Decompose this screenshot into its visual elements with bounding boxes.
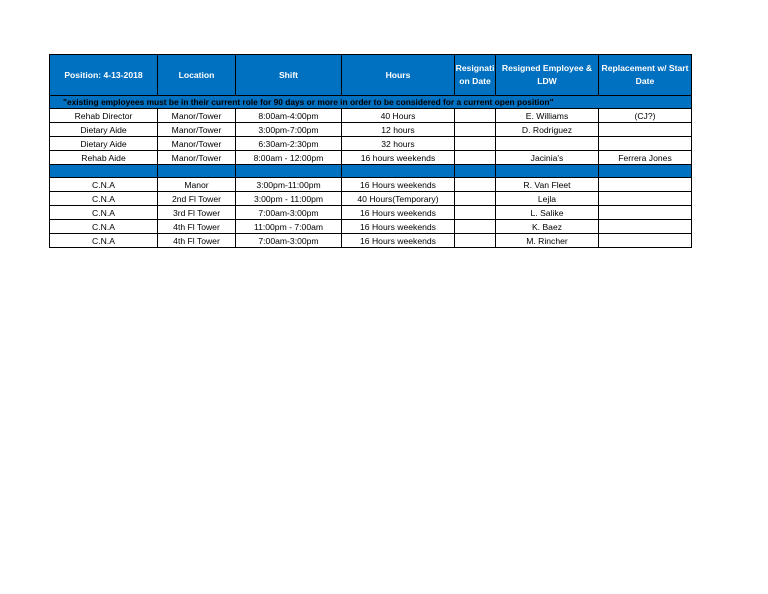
cell-resigned-employee: R. Van Fleet [496, 178, 599, 192]
cell-location: Manor/Tower [158, 137, 236, 151]
section-divider-row [50, 165, 692, 178]
cell-replacement [599, 137, 692, 151]
header-resigned-employee: Resigned Employee & LDW [496, 55, 599, 96]
header-hours: Hours [342, 55, 455, 96]
divider-cell [496, 165, 599, 178]
cell-resignation-date [455, 109, 496, 123]
cell-location: Manor/Tower [158, 123, 236, 137]
cell-resigned-employee [496, 137, 599, 151]
cell-position: C.N.A [50, 178, 158, 192]
header-resignation-date: Resignation Date [455, 55, 496, 96]
cell-resignation-date [455, 123, 496, 137]
cell-location: Manor/Tower [158, 151, 236, 165]
cell-resigned-employee: K. Baez [496, 220, 599, 234]
cell-shift: 7:00am-3:00pm [236, 206, 342, 220]
cell-resignation-date [455, 137, 496, 151]
cell-replacement: Ferrera Jones [599, 151, 692, 165]
cell-location: 2nd Fl Tower [158, 192, 236, 206]
cell-hours: 16 Hours weekends [342, 220, 455, 234]
header-location: Location [158, 55, 236, 96]
cell-resigned-employee: E. Williams [496, 109, 599, 123]
divider-cell [599, 165, 692, 178]
cell-hours: 16 Hours weekends [342, 206, 455, 220]
table-row [50, 123, 692, 137]
cell-location: 4th Fl Tower [158, 220, 236, 234]
cell-resignation-date [455, 192, 496, 206]
cell-resignation-date [455, 206, 496, 220]
cell-resigned-employee: Jacinia's [496, 151, 599, 165]
cell-hours: 40 Hours(Temporary) [342, 192, 455, 206]
table-row [50, 234, 692, 248]
header-shift: Shift [236, 55, 342, 96]
header-position: Position: 4-13-2018 [50, 55, 158, 96]
cell-position: Dietary Aide [50, 123, 158, 137]
cell-hours: 16 Hours weekends [342, 178, 455, 192]
cell-hours: 12 hours [342, 123, 455, 137]
cell-resignation-date [455, 151, 496, 165]
cell-location: Manor [158, 178, 236, 192]
cell-resigned-employee: D. Rodriguez [496, 123, 599, 137]
header-replacement: Replacement w/ Start Date [599, 55, 692, 96]
divider-cell [236, 165, 342, 178]
cell-replacement [599, 123, 692, 137]
cell-replacement [599, 234, 692, 248]
table-row [50, 151, 692, 165]
divider-cell [342, 165, 455, 178]
table-row [50, 137, 692, 151]
cell-hours: 16 Hours weekends [342, 234, 455, 248]
cell-replacement [599, 192, 692, 206]
cell-hours: 16 hours weekends [342, 151, 455, 165]
cell-replacement [599, 220, 692, 234]
cell-shift: 7:00am-3:00pm [236, 234, 342, 248]
cell-position: C.N.A [50, 234, 158, 248]
cell-shift: 6:30am-2:30pm [236, 137, 342, 151]
cell-shift: 3:00pm - 11:00pm [236, 192, 342, 206]
cell-shift: 8:00am - 12:00pm [236, 151, 342, 165]
header-row [50, 55, 692, 96]
cell-shift: 11:00pm - 7:00am [236, 220, 342, 234]
divider-cell [158, 165, 236, 178]
cell-replacement [599, 206, 692, 220]
table-row [50, 109, 692, 123]
cell-shift: 3:00pm-7:00pm [236, 123, 342, 137]
table-row [50, 192, 692, 206]
table-row [50, 206, 692, 220]
cell-resigned-employee: Lejla [496, 192, 599, 206]
notice-row [50, 96, 692, 109]
notice-text: "existing employees must be in their current role for 90 days or more in order to be considered for a current open position" [50, 96, 692, 109]
cell-shift: 3:00pm-11:00pm [236, 178, 342, 192]
cell-resigned-employee: L. Salike [496, 206, 599, 220]
cell-position: C.N.A [50, 206, 158, 220]
cell-position: Dietary Aide [50, 137, 158, 151]
open-positions-table [49, 54, 692, 248]
cell-hours: 40 Hours [342, 109, 455, 123]
cell-resigned-employee: M. Rincher [496, 234, 599, 248]
table-row [50, 178, 692, 192]
cell-position: C.N.A [50, 192, 158, 206]
cell-position: C.N.A [50, 220, 158, 234]
cell-position: Rehab Aide [50, 151, 158, 165]
cell-position: Rehab Director [50, 109, 158, 123]
table-body [50, 96, 692, 248]
cell-hours: 32 hours [342, 137, 455, 151]
table-row [50, 220, 692, 234]
cell-replacement [599, 178, 692, 192]
cell-replacement: (CJ?) [599, 109, 692, 123]
cell-resignation-date [455, 220, 496, 234]
cell-resignation-date [455, 234, 496, 248]
cell-shift: 8:00am-4:00pm [236, 109, 342, 123]
divider-cell [455, 165, 496, 178]
divider-cell [50, 165, 158, 178]
cell-location: Manor/Tower [158, 109, 236, 123]
cell-location: 4th Fl Tower [158, 234, 236, 248]
cell-resignation-date [455, 178, 496, 192]
cell-location: 3rd Fl Tower [158, 206, 236, 220]
